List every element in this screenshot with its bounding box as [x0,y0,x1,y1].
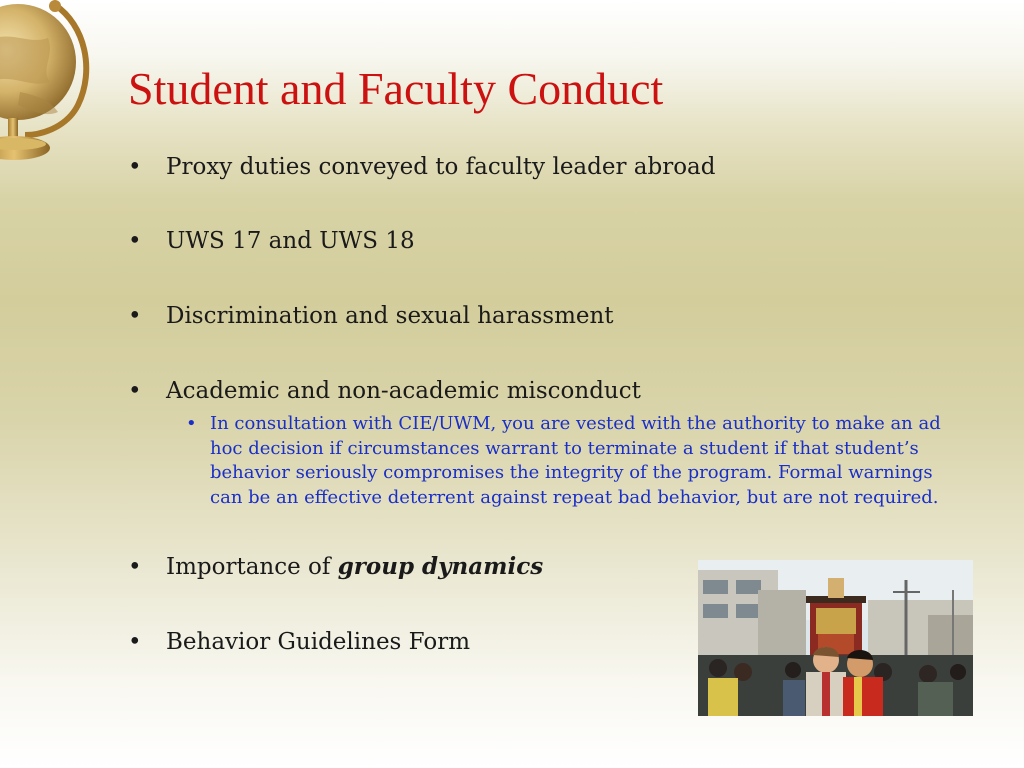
festival-group-photo [698,560,973,716]
bullet-item [128,224,968,258]
sub-bullet-marker: • [186,413,197,434]
bullet-text: Proxy duties conveyed to faculty leader abroad [166,154,716,180]
sub-bullet-text: In consultation with CIE/UWM, you are vested with the authority to make an ad hoc decision if circumstances warrant to terminate a student if that student’s behavior seriously compromises the integrity of the program. Formal warnings can be an effective deterrent against repeat bad behavior, but are not required. [210,413,941,508]
bullet-marker: • [128,228,142,254]
bullet-marker: • [128,154,142,180]
bullet-item [128,150,968,184]
slide-title: Student and Faculty Conduct [128,63,664,114]
bullet-text: Discrimination and sexual harassment [166,303,614,329]
bullet-text: Academic and non-academic misconduct [166,378,641,404]
sub-bullet-item [172,412,970,510]
bullet-text: UWS 17 and UWS 18 [166,228,415,254]
bullet-marker: • [128,554,142,580]
bullet-item [128,299,968,333]
group-dynamics-emphasis: group dynamics [337,553,544,580]
bullet-text: Behavior Guidelines Form [166,629,471,655]
bullet-marker: • [128,629,142,655]
bullet-marker: • [128,303,142,329]
bullet-item [128,374,968,510]
bullet-text: Importance of [166,554,338,580]
bullet-marker: • [128,378,142,404]
globe-icon [0,0,100,170]
